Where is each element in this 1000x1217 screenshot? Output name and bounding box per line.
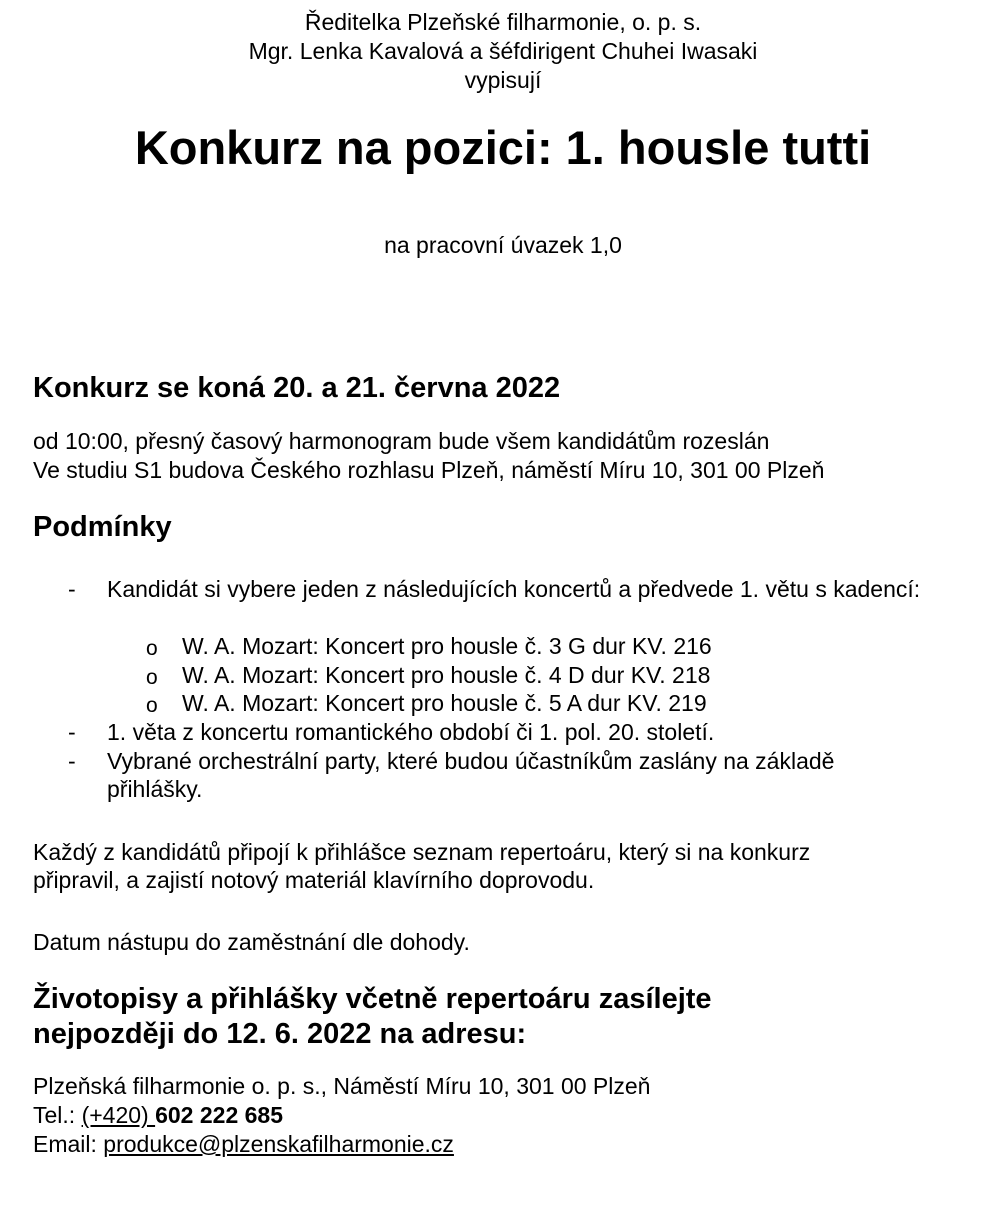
postal-address: Plzeňská filharmonie o. p. s., Náměstí Míru 10, 301 00 Plzeň xyxy=(33,1073,651,1099)
condition-item: 1. věta z koncertu romantického období či 1. pol. 20. století. xyxy=(107,719,715,745)
condition-item: Kandidát si vybere jeden z následujících koncertů a předvede 1. větu s kadencí: xyxy=(107,576,921,602)
concerto-item: W. A. Mozart: Koncert pro housle č. 4 D dur KV. 218 xyxy=(182,662,711,688)
start-date-note: Datum nástupu do zaměstnání dle dohody. xyxy=(33,929,470,955)
list-dash: - xyxy=(68,719,76,745)
header-line-announce: vypisují xyxy=(464,67,542,93)
date-heading: Konkurz se koná 20. a 21. června 2022 xyxy=(33,372,561,404)
concerto-item: W. A. Mozart: Koncert pro housle č. 5 A dur KV. 219 xyxy=(182,690,707,716)
page-title: Konkurz na pozici: 1. housle tutti xyxy=(134,121,872,174)
repertoire-note: Každý z kandidátů připojí k přihlášce seznam repertoáru, který si na konkurz připravil, a zajistí notový materiál klavírního doprovodu. xyxy=(33,839,811,893)
list-dash: - xyxy=(68,748,76,774)
condition-item: Vybrané orchestrální party, které budou účastníkům zaslány na základě přihlášky. xyxy=(107,748,835,802)
phone-number: 602 222 685 xyxy=(155,1102,283,1128)
application-heading-line2: nejpozději do 12. 6. 2022 na adresu: xyxy=(33,1018,527,1050)
phone-label: Tel.: xyxy=(33,1102,82,1128)
page-subtitle: na pracovní úvazek 1,0 xyxy=(384,232,622,258)
list-bullet: o xyxy=(146,637,158,660)
list-bullet: o xyxy=(146,666,158,689)
date-time-line: od 10:00, přesný časový harmonogram bude všem kandidátům rozeslán xyxy=(33,428,770,454)
phone-prefix-link[interactable]: (+420) xyxy=(81,1102,156,1128)
list-bullet: o xyxy=(146,694,158,717)
venue-line: Ve studiu S1 budova Českého rozhlasu Plzeň, náměstí Míru 10, 301 00 Plzeň xyxy=(33,457,825,483)
header-line-names: Mgr. Lenka Kavalová a šéfdirigent Chuhei Iwasaki xyxy=(248,38,758,64)
email-line xyxy=(33,1130,454,1159)
concerto-item: W. A. Mozart: Koncert pro housle č. 3 G dur KV. 216 xyxy=(182,633,712,659)
application-heading-line1: Životopisy a přihlášky včetně repertoáru zasílejte xyxy=(33,983,712,1015)
header-line-director: Ředitelka Plzeňské filharmonie, o. p. s. xyxy=(304,9,702,35)
conditions-heading: Podmínky xyxy=(33,511,172,543)
email-label: Email: xyxy=(33,1131,104,1157)
email-link[interactable]: produkce@plzenskafilharmonie.cz xyxy=(103,1131,454,1157)
list-dash: - xyxy=(68,576,76,602)
phone-line xyxy=(33,1101,283,1130)
